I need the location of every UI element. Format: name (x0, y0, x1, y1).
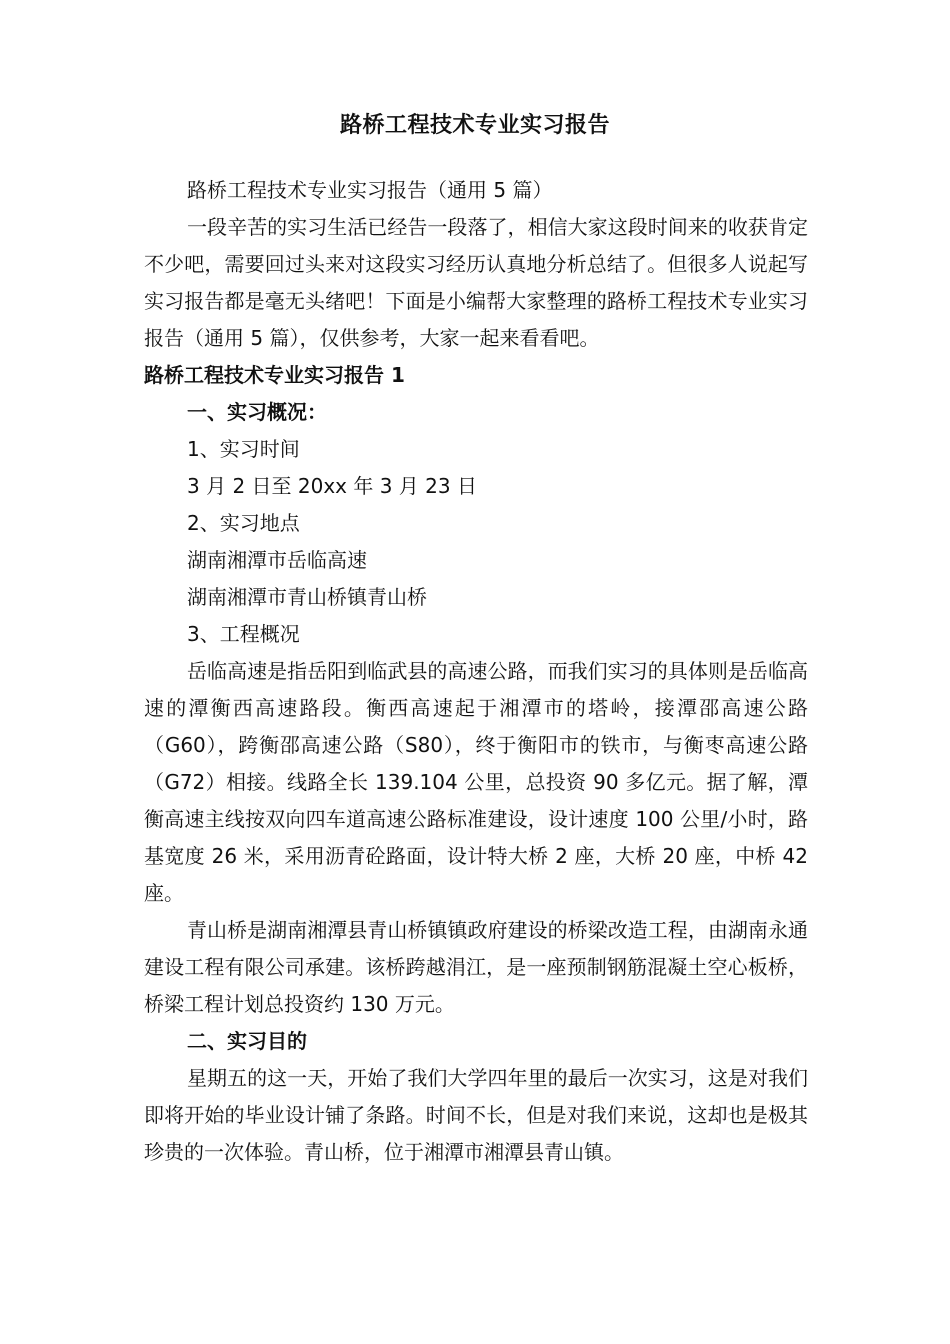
item-heading-project: 3、工程概况 (187, 622, 300, 646)
project-paragraph-bridge: 青山桥是湖南湘潭县青山桥镇镇政府建设的桥梁改造工程，由湖南永通建设工程有限公司承建。该桥跨越涓江，是一座预制钢筋混凝土空心板桥，桥梁工程计划总投资约 130 万元。 (144, 918, 808, 1016)
section-heading: 路桥工程技术专业实习报告 1 (144, 363, 405, 387)
subtitle-paragraph: 路桥工程技术专业实习报告（通用 5 篇） (187, 178, 553, 202)
document-title: 路桥工程技术专业实习报告 (339, 113, 610, 138)
location-line-1: 湖南湘潭市岳临高速 (187, 548, 367, 572)
item-heading-time: 1、实习时间 (187, 437, 300, 461)
internship-dates: 3 月 2 日至 20xx 年 3 月 23 日 (187, 474, 477, 498)
purpose-paragraph: 星期五的这一天，开始了我们大学四年里的最后一次实习，这是对我们即将开始的毕业设计铺了条路。时间不长，但是对我们来说，这却也是极其珍贵的一次体验。青山桥，位于湘潭市湘潭县青山镇。 (144, 1066, 808, 1164)
project-paragraph-highway: 岳临高速是指岳阳到临武县的高速公路，而我们实习的具体则是岳临高速的潭衡西高速路段。衡西高速起于湘潭市的塔岭，接潭邵高速公路（G60），跨衡邵高速公路（S80），终于衡阳市的铁市，与衡枣高速公路（G72）相接。线路全长 139.104 公里，总投资 90 多亿元。据了解，潭衡高速主线按双向四车道高速公路标准建设，设计速度 100 公里/小时，路基宽度 26 米，采用沥青砼路面，设计特大桥 2 座，大桥 20 座，中桥 42 座。 (144, 659, 808, 905)
intro-paragraph: 一段辛苦的实习生活已经告一段落了，相信大家这段时间来的收获肯定不少吧，需要回过头来对这段实习经历认真地分析总结了。但很多人说起写实习报告都是毫无头绪吧！下面是小编帮大家整理的路桥工程技术专业实习报告（通用 5 篇），仅供参考，大家一起来看看吧。 (144, 215, 808, 350)
subsection-heading-purpose: 二、实习目的 (187, 1029, 307, 1053)
item-heading-location: 2、实习地点 (187, 511, 300, 535)
document-body (144, 172, 808, 1171)
subsection-heading-overview: 一、实习概况： (187, 400, 327, 424)
location-line-2: 湖南湘潭市青山桥镇青山桥 (187, 585, 427, 609)
